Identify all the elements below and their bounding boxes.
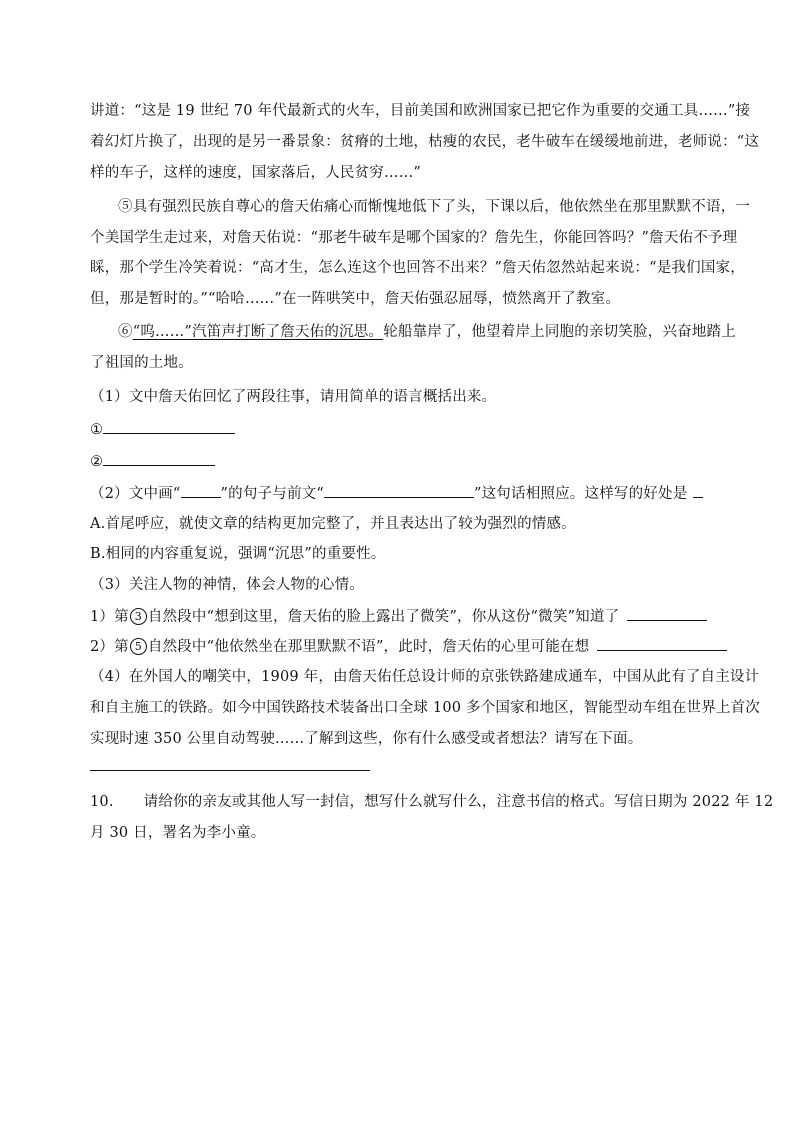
answer-line[interactable] [90,770,370,771]
question-3-1-text: 自然段中“想到这里，詹天佑的脸上露出了微笑”，你从这份“微笑”知道了 [147,609,620,625]
question-10-line: 月 30 日，署名为李小童。 [90,825,266,841]
question-3-2 [90,636,730,657]
question-10-line [90,792,774,812]
answer-blank[interactable] [103,451,215,466]
question-2-text: ”这句话相照应。这样写的好处是 [473,486,688,502]
answer-blank[interactable] [597,636,727,651]
answer-blank[interactable] [324,483,474,498]
circled-number: 3 [130,608,147,625]
question-3-2-text: 2）第 [90,639,129,655]
question-4-line: 和自主施工的铁路。如今中国铁路技术装备出口全球 100 多个国家和地区，智能型动车组在世界上首次 [90,700,760,716]
answer-blank[interactable] [181,483,221,498]
question-10-text: 请给你的亲友或其他人写一封信，想写什么就写什么，注意书信的格式。写信日期为 2022 年 12 [143,794,774,810]
question-3-2-text: 自然段中“他依然坐在那里默默不语”，此时，詹天佑的心里可能在想 [147,639,590,655]
underlined-sentence: “呜……”汽笛声打断了詹天佑的沉思。 [132,324,384,340]
paragraph-5-line: ⑤具有强烈民族自尊心的詹天佑痛心而惭愧地低下了头，下课以后，他依然坐在那里默默不语，一 [118,199,751,215]
answer-label: ② [90,454,104,470]
answer-blank[interactable] [627,606,707,621]
answer-blank[interactable] [103,419,235,434]
question-2-text: （2）文中画“ [90,486,181,502]
option-a[interactable]: A.首尾呼应，就使文章的结构更加完整了，并且表达出了较为强烈的情感。 [90,516,576,532]
question-4-line: （4）在外国人的嘲笑中，1909 年，由詹天佑任总设计师的京张铁路建成通车，中国从此有了自主设计 [90,669,760,685]
circled-number: 5 [130,638,147,655]
question-3: （3）关注人物的神情，体会人物的心情。 [90,577,365,593]
paragraph-5-line: 但，那是暂时的。”“哈哈……”在一阵哄笑中，詹天佑强忍屈辱，愤然离开了教室。 [90,291,621,307]
question-number: 10. [90,794,114,810]
passage-line: 着幻灯片换了，出现的是另一番景象：贫瘠的土地，枯瘦的农民，老牛破车在缓缓地前进，老师说：“这 [90,134,760,150]
paragraph-5-line: 睬，那个学生冷笑着说：“高才生，怎么连这个也回答不出来？”詹天佑忽然站起来说：“是我们国家， [90,260,745,276]
answer-label: ① [90,422,104,438]
question-2 [90,483,730,504]
paragraph-6-text: 轮船靠岸了，他望着岸上同胞的亲切笑脸，兴奋地踏上 [383,324,736,340]
paragraph-5-line: 个美国学生走过来，对詹天佑说：“那老牛破车是哪个国家的？詹先生，你能回答吗？”詹天佑不予理 [90,230,738,246]
answer-blank[interactable] [693,483,703,498]
question-2-text: ”的句子与前文“ [220,486,324,502]
paragraph-number: ⑥ [118,324,133,340]
passage-line: 样的车子，这样的速度，国家落后，人民贫穷……” [90,165,422,181]
question-1-answer-b [90,451,730,472]
question-1-answer-a [90,419,730,440]
paragraph-6-line [118,322,758,342]
option-b[interactable]: B.相同的内容重复说，强调“沉思”的重要性。 [90,546,386,562]
question-4-line: 实现时速 350 公里自动驾驶……了解到这些，你有什么感受或者想法？请写在下面。 [90,731,643,747]
paragraph-6-line: 了祖国的土地。 [90,355,193,371]
question-3-1 [90,606,730,627]
question-3-1-text: 1）第 [90,609,129,625]
passage-line: 讲道：“这是 19 世纪 70 年代最新式的火车，目前美国和欧洲国家已把它作为重要的交通工具……”接 [90,103,751,119]
question-1: （1）文中詹天佑回忆了两段往事，请用简单的语言概括出来。 [90,389,497,405]
